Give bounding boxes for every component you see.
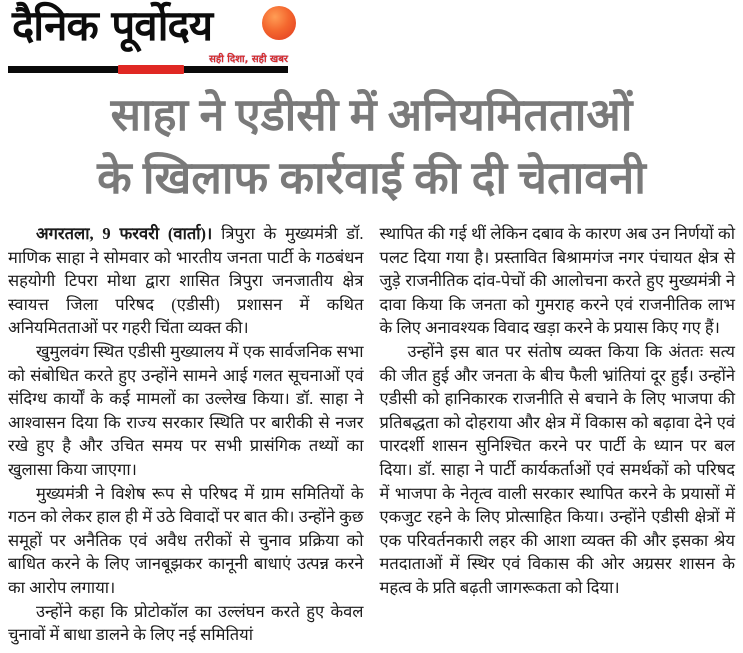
rising-sun-icon bbox=[262, 6, 296, 40]
masthead bbox=[0, 0, 300, 80]
lead-text: त्रिपुरा के मुख्यमंत्री डॉ. माणिक साहा ने सोमवार को भारतीय जनता पार्टी के गठबंधन सहयोगी टिपरा मोथा द्वारा शासित त्रिपुरा जनजातीय क्षेत्र स्वायत्त जिला परिषद (एडीसी) प्रशासन में कथित अनियमितताओं पर गहरी चिंता व्यक्त की। bbox=[8, 224, 364, 338]
paragraph: उन्होंने कहा कि प्रोटोकॉल का उल्लंघन करते हुए केवल चुनावों में बाधा डालने के लिए नई समितियां bbox=[8, 601, 364, 645]
red-ribbon-badge-icon bbox=[118, 65, 184, 74]
newspaper-title: दैनिक पूर्वोदय bbox=[12, 1, 213, 50]
headline-line-2: के खिलाफ कार्रवाई की दी चेतावनी bbox=[97, 153, 646, 203]
article-body bbox=[8, 222, 735, 650]
article-headline bbox=[0, 84, 743, 210]
paragraph: खुमुलवंग स्थित एडीसी मुख्यालय में एक सार्वजनिक सभा को संबोधित करते हुए उन्होंने सामने आई गलत सूचनाओं एवं संदिग्ध कार्यों के कई मामलों का उल्लेख किया। डॉ. साहा ने आश्वासन दिया कि राज्य सरकार स्थिति पर बारीकी से नजर रखे हुए है और उचित समय पर सभी प्रासंगिक तथ्यों का खुलासा किया जाएगा। bbox=[8, 341, 364, 479]
headline-line-1: साहा ने एडीसी में अनियमितताओं bbox=[110, 90, 633, 140]
right-column bbox=[380, 222, 736, 650]
newspaper-tagline: सही दिशा, सही खबर bbox=[209, 54, 288, 65]
masthead-rule bbox=[8, 66, 288, 73]
paragraph: मुख्यमंत्री ने विशेष रूप से परिषद में ग्राम समितियों के गठन को लेकर हाल ही में उठे विवादों पर बात की। उन्होंने कुछ समूहों पर अनैतिक एवं अवैध तरीकों से चुनाव प्रक्रिया को बाधित करने के लिए जानबूझकर कानूनी बाधाएं उत्पन्न करने का आरोप लगाया। bbox=[8, 483, 364, 597]
paragraph: उन्होंने इस बात पर संतोष व्यक्त किया कि अंततः सत्य की जीत हुई और जनता के बीच फैली भ्रांतियां दूर हुईं। उन्होंने एडीसी को हानिकारक राजनीति से बचाने के लिए भाजपा की प्रतिबद्धता को दोहराया और क्षेत्र में विकास को बढ़ावा देने एवं पारदर्शी शासन सुनिश्चित करने पर पार्टी के ध्यान पर बल दिया। डॉ. साहा ने पार्टी कार्यकर्ताओं एवं समर्थकों को परिषद में भाजपा के नेतृत्व वाली सरकार स्थापित करने के प्रयासों में एकजुट रहने के लिए प्रोत्साहित किया। उन्होंने एडीसी क्षेत्रों में एक परिवर्तनकारी लहर की आशा व्यक्त की और इसका श्रेय मतदाताओं में स्थिर एवं विकास की ओर अग्रसर शासन के महत्व के प्रति बढ़ती जागरूकता को दिया। bbox=[379, 341, 735, 597]
dateline: अगरतला, 9 फरवरी (वार्ता)। bbox=[36, 224, 213, 243]
lead-paragraph bbox=[8, 222, 364, 340]
paragraph: स्थापित की गई थीं लेकिन दबाव के कारण अब उन निर्णयों को पलट दिया गया है। प्रस्तावित बिश्रामगंज नगर पंचायत क्षेत्र से जुड़े राजनीतिक दांव-पेचों की आलोचना करते हुए मुख्यमंत्री ने दावा किया कि जनता को गुमराह करने एवं राजनीतिक लाभ के लिए अनावश्यक विवाद खड़ा करने के प्रयास किए गए हैं। bbox=[379, 224, 735, 338]
left-column bbox=[8, 222, 364, 650]
